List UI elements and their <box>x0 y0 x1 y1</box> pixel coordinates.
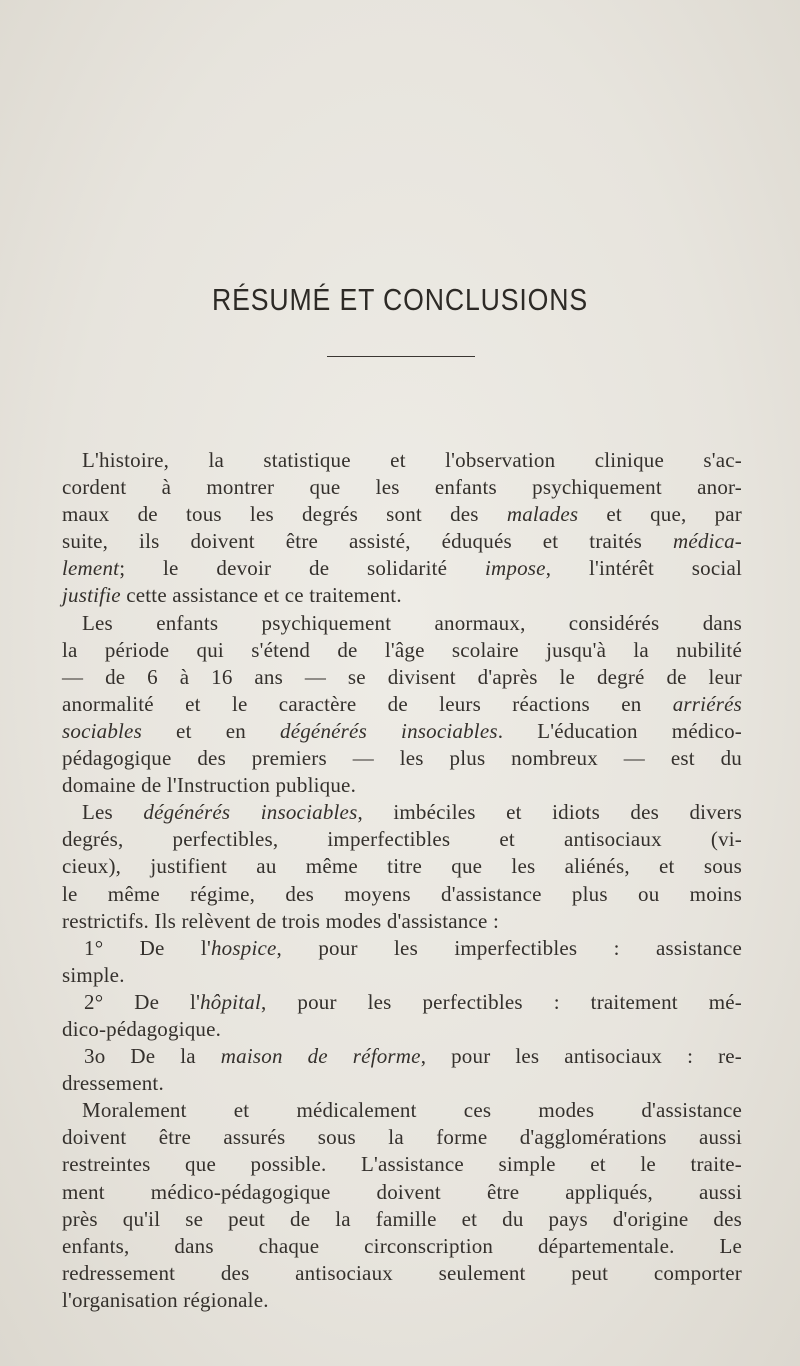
title-divider <box>327 356 475 357</box>
text-line: 2° De l'hôpital, pour les perfectibles : traitement mé- <box>84 989 742 1014</box>
text-line: doivent être assurés sous la forme d'agglomérations aussi <box>62 1125 742 1150</box>
text-line: simple. <box>62 962 125 987</box>
text-line: pédagogique des premiers — les plus nombreux — est du <box>62 746 742 771</box>
page-title: RÉSUMÉ ET CONCLUSIONS <box>211 282 589 317</box>
text-line: l'organisation régionale. <box>62 1287 269 1312</box>
text-line: Les dégénérés insociables, imbéciles et idiots des divers <box>82 800 742 825</box>
text-line: restreintes que possible. L'assistance simple et le traite- <box>62 1152 742 1177</box>
text-line: suite, ils doivent être assisté, éduqués et traités médica- <box>62 529 742 554</box>
text-line: restrictifs. Ils relèvent de trois modes d'assistance : <box>62 908 499 933</box>
body-text <box>62 447 742 1314</box>
text-line: redressement des antisociaux seulement peut comporter <box>62 1260 742 1285</box>
italic-term: médica- <box>672 529 742 554</box>
text-line: cordent à montrer que les enfants psychiquement anor- <box>62 475 742 500</box>
text-line: enfants, dans chaque circonscription départementale. Le <box>62 1233 742 1258</box>
italic-term: lement <box>62 556 120 581</box>
text-line: justifie cette assistance et ce traitement. <box>62 583 402 608</box>
text-line: près qu'il se peut de la famille et du pays d'origine des <box>62 1206 742 1231</box>
italic-term: dégénérés insociables <box>280 718 498 743</box>
text-line: dressement. <box>62 1071 164 1096</box>
italic-term: maison de réforme <box>220 1044 421 1069</box>
text-line: Moralement et médicalement ces modes d'assistance <box>82 1098 742 1123</box>
italic-term: arriérés <box>672 691 742 716</box>
italic-term: justifie <box>62 583 121 608</box>
text-line: 1° De l'hospice, pour les imperfectibles : assistance <box>84 935 743 960</box>
text-line: dico-pédagogique. <box>62 1016 222 1041</box>
italic-term: impose <box>485 556 546 581</box>
text-line: anormalité et le caractère de leurs réactions en arriérés <box>62 691 742 716</box>
italic-term: malades <box>506 502 579 527</box>
italic-term: hôpital <box>200 989 261 1014</box>
text-line: degrés, perfectibles, imperfectibles et antisociaux (vi- <box>62 827 742 852</box>
italic-term: sociables <box>62 718 142 743</box>
italic-term: hospice <box>210 935 277 960</box>
text-line: Les enfants psychiquement anormaux, considérés dans <box>82 610 742 635</box>
text-line: sociables et en dégénérés insociables. L'éducation médico- <box>62 718 742 743</box>
text-line: maux de tous les degrés sont des malades et que, par <box>62 502 743 527</box>
text-line: lement; le devoir de solidarité impose, l'intérêt social <box>62 556 742 581</box>
text-line: cieux), justifient au même titre que les aliénés, et sous <box>62 854 742 879</box>
text-line: — de 6 à 16 ans — se divisent d'après le degré de leur <box>62 664 742 689</box>
text-line: 3o De la maison de réforme, pour les antisociaux : re- <box>84 1044 742 1069</box>
text-line: domaine de l'Instruction publique. <box>62 773 357 798</box>
text-line: L'histoire, la statistique et l'observation clinique s'ac- <box>82 448 742 472</box>
italic-term: dégénérés insociables <box>143 800 358 825</box>
text-line: ment médico-pédagogique doivent être appliqués, aussi <box>62 1179 742 1204</box>
text-line: la période qui s'étend de l'âge scolaire jusqu'à la nubilité <box>62 637 742 662</box>
text-line: le même régime, des moyens d'assistance plus ou moins <box>62 881 742 906</box>
